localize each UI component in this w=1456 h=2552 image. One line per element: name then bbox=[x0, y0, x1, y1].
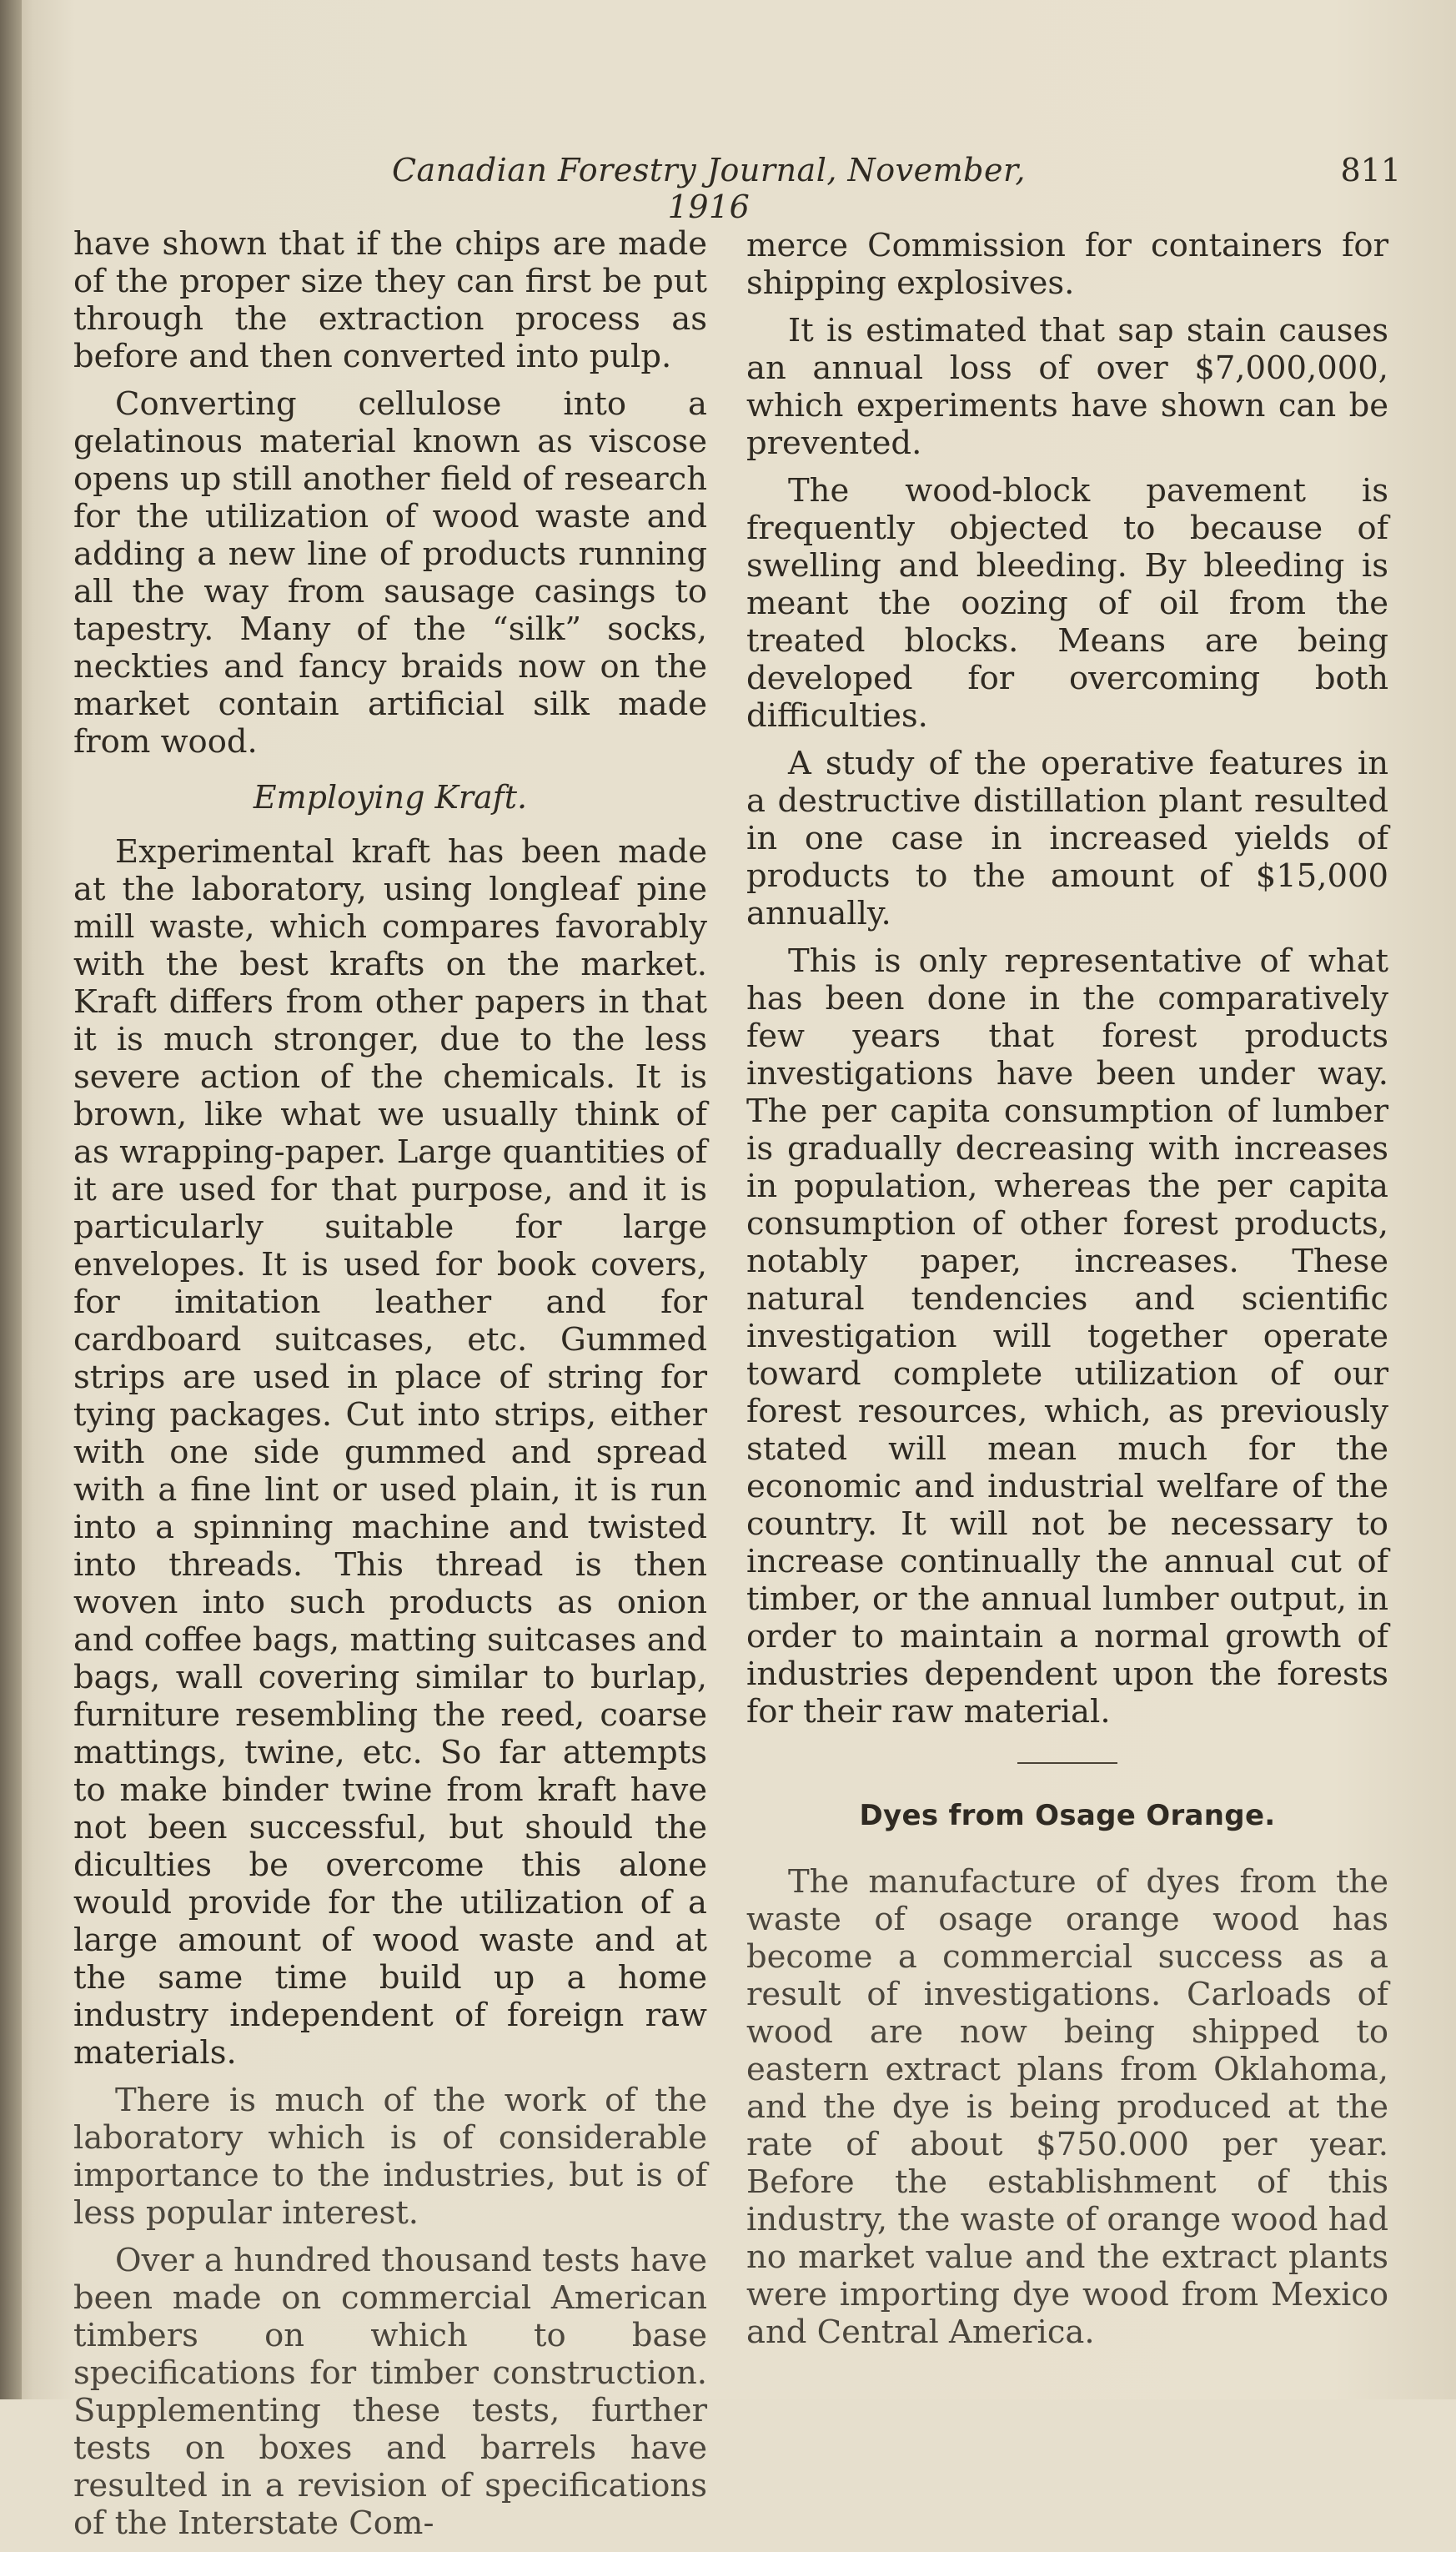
paragraph: merce Commission for containers for shipping explosives. bbox=[746, 227, 1388, 302]
section-divider bbox=[1017, 1762, 1117, 1764]
journal-title: Canadian Forestry Journal, November, 1916 bbox=[391, 152, 1027, 225]
book-spine-shadow bbox=[0, 0, 22, 2399]
paragraph: There is much of the work of the laboratory which is of considerable importance to the industries, but is of less popular interest. bbox=[73, 2082, 707, 2232]
running-header bbox=[0, 152, 1456, 225]
paragraph: A study of the operative features in a destructive distillation plant resulted in one case in increased yields of products to the amount of $15,000 annually. bbox=[746, 745, 1388, 932]
section-title-dyes: Dyes from Osage Orange. bbox=[859, 1799, 1276, 1832]
paragraph: Experimental kraft has been made at the laboratory, using longleaf pine mill waste, which compares favorably with the best krafts on the market. Kraft differs from other papers in that it is much stronger, due to the less severe action of the chemicals. It is brown, like what we usually think of as wrapping-paper. Large quantities of it are used for that purpose, and it is particularly suitable for large envelopes. It is used for book covers, for imitation leather and for cardboard suitcases, etc. Gummed strips are used in place of string for tying packages. Cut into strips, either with one side gummed and spread with a fine lint or used plain, it is run into a spinning machine and twisted into threads. This thread is then woven into such products as onion and coffee bags, matting suitcases and bags, wall covering similar to burlap, furniture resembling the reed, coarse mattings, twine, etc. So far attempts to make binder twine from kraft have not been successful, but should the diculties be overcome this alone would provide for the utilization of a large amount of wood waste and at the same time build up a home industry independent of foreign raw materials. bbox=[73, 833, 707, 2072]
page-number: 811 bbox=[1340, 152, 1401, 188]
paragraph: Over a hundred thousand tests have been made on commercial American timbers on which to base specifications for timber construction. Supplementing these tests, further tests on boxes and barrels have resulted in a revision of specifications of the Interstate Com- bbox=[73, 2242, 707, 2542]
paragraph: The manufacture of dyes from the waste of osage orange wood has become a commercial success as a result of investigations. Carloads of wood are now being shipped to eastern extract plans from Oklahoma, and the dye is being produced at the rate of about $750.000 per year. Before the establishment of this industry, the waste of orange wood had no market value and the extract plants were importing dye wood from Mexico and Central America. bbox=[746, 1863, 1388, 2351]
right-column bbox=[746, 227, 1388, 2361]
left-column bbox=[73, 225, 707, 2552]
paragraph: It is estimated that sap stain causes an annual loss of over $7,000,000, which experiments have shown can be prevented. bbox=[746, 312, 1388, 462]
paragraph: The wood-block pavement is frequently objected to because of swelling and bleeding. By bleeding is meant the oozing of oil from the treated blocks. Means are being developed for overcoming both difficulties. bbox=[746, 472, 1388, 735]
paragraph: Converting cellulose into a gelatinous material known as viscose opens up still another field of research for the utilization of wood waste and adding a new line of products running all the way from sausage casings to tapestry. Many of the “silk” socks, neckties and fancy braids now on the market contain artificial silk made from wood. bbox=[73, 385, 707, 761]
paragraph: This is only representative of what has been done in the comparatively few years that forest products investigations have been under way. The per capita consumption of lumber is gradually decreasing with increases in population, whereas the per capita consumption of other forest products, notably paper, increases. These natural tendencies and scientific investigation will together operate toward complete utilization of our forest resources, which, as previously stated will mean much for the economic and industrial welfare of the country. It will not be necessary to increase continually the annual cut of timber, or the annual lumber output, in order to maintain a normal growth of industries dependent upon the forests for their raw material. bbox=[746, 942, 1388, 1731]
paragraph: have shown that if the chips are made of the proper size they can first be put through the extraction process as before and then converted into pulp. bbox=[73, 225, 707, 375]
subheading-employing-kraft: Employing Kraft. bbox=[253, 779, 528, 816]
